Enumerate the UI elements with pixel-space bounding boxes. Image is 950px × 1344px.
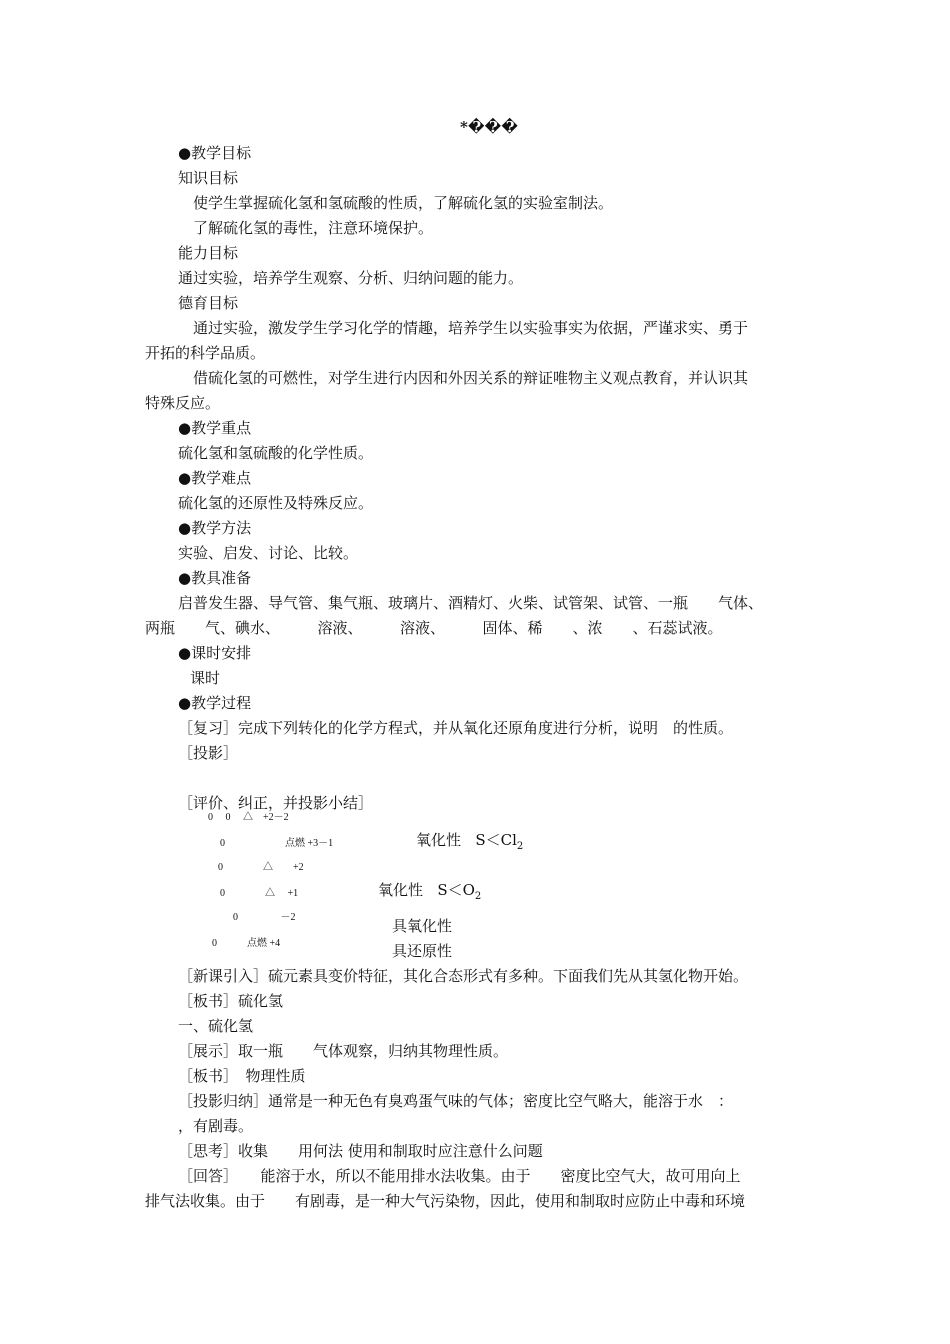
oxidation-label-2: 氧化性 [378,881,424,899]
oxidation-relation-1: S＜Cl [475,831,517,849]
property-reducing: 具还原性 [392,942,453,960]
equation-row-2: 0 点燃 +3－1 [220,838,334,849]
equation-row-4: 0 △ +1 [220,888,299,899]
oxidation-subscript-2: 2 [474,891,482,902]
projection-summary-line-2: ，有剧毒。 [178,1117,254,1135]
schedule-heading: ●课时安排 [178,644,252,662]
tools-line-1: 启普发生器、导气管、集气瓶、玻璃片、酒精灯、火柴、试管架、试管、一瓶 气体、 [178,594,764,612]
tools-line-2: 两瓶 气、碘水、 溶液、 溶液、 固体、稀 、浓 、石蕊试液。 [145,619,723,637]
ability-label: 能力目标 [178,244,239,262]
page-title: *��� [460,118,518,136]
property-oxidizing: 具氧化性 [392,917,453,935]
knowledge-item-1: 使学生掌握硫化氢和氢硫酸的性质，了解硫化氢的实验室制法。 [193,194,614,212]
goals-heading: ●教学目标 [178,144,252,162]
equation-row-1: 0 0 △ +2－2 [208,812,289,823]
process-heading: ●教学过程 [178,694,252,712]
tools-heading: ●教具准备 [178,569,252,587]
schedule-text: 课时 [190,669,221,687]
oxidation-label-1: 氧化性 [416,831,462,849]
answer-line-1: ［回答］ 能溶于水，所以不能用排水法收集。由于 密度比空气大，故可用向上 [178,1167,741,1185]
intro-text: ［新课引入］硫元素具变价特征，其化合态形式有多种。下面我们先从其氢化物开始。 [178,967,749,985]
evaluate-label: ［评价、纠正，并投影小结］ [178,794,374,812]
think-text: ［思考］收集 用何法 使用和制取时应注意什么问题 [178,1142,543,1160]
board-text-2: ［板书］ 物理性质 [178,1067,306,1085]
review-text: ［复习］完成下列转化的化学方程式，并从氧化还原角度进行分析，说明 的性质。 [178,719,734,737]
equation-row-5: 0 －2 [233,912,296,923]
method-heading: ●教学方法 [178,519,252,537]
section-1-heading: 一、硫化氢 [178,1017,254,1035]
ability-item-1: 通过实验，培养学生观察、分析、归纳问题的能力。 [178,269,524,287]
knowledge-item-2: 了解硫化氢的毒性，注意环境保护。 [193,219,434,237]
equation-row-3: 0 △ +2 [218,862,304,873]
oxidation-subscript-1: 2 [516,841,524,852]
answer-line-2: 排气法收集。由于 有剧毒，是一种大气污染物，因此，使用和制取时应防止中毒和环境 [145,1192,746,1210]
board-text-1: ［板书］硫化氢 [178,992,284,1010]
knowledge-label: 知识目标 [178,169,239,187]
moral-label: 德育目标 [178,294,239,312]
moral-item-2-line-1: 借硫化氢的可燃性，对学生进行内因和外因关系的辩证唯物主义观点教育，并认识其 [193,369,749,387]
oxidation-comparison-2 [378,880,481,907]
moral-item-1-line-1: 通过实验，激发学生学习化学的情趣，培养学生以实验事实为依据，严谨求实、勇于 [193,319,749,337]
moral-item-1-line-2: 开拓的科学品质。 [145,344,266,362]
moral-item-2-line-2: 特殊反应。 [145,394,221,412]
projection-summary-line-1: ［投影归纳］通常是一种无色有臭鸡蛋气味的气体；密度比空气略大，能溶于水 ： [178,1092,734,1110]
method-text: 实验、启发、讨论、比较。 [178,544,359,562]
projection-label: ［投影］ [178,744,239,762]
key-heading: ●教学重点 [178,419,252,437]
key-text: 硫化氢和氢硫酸的化学性质。 [178,444,374,462]
equation-row-6: 0 点燃 +4 [212,938,281,949]
oxidation-comparison-1 [416,830,523,857]
difficulty-heading: ●教学难点 [178,469,252,487]
difficulty-text: 硫化氢的还原性及特殊反应。 [178,494,374,512]
show-text: ［展示］取一瓶 气体观察，归纳其物理性质。 [178,1042,509,1060]
oxidation-relation-2: S＜O [437,881,475,899]
